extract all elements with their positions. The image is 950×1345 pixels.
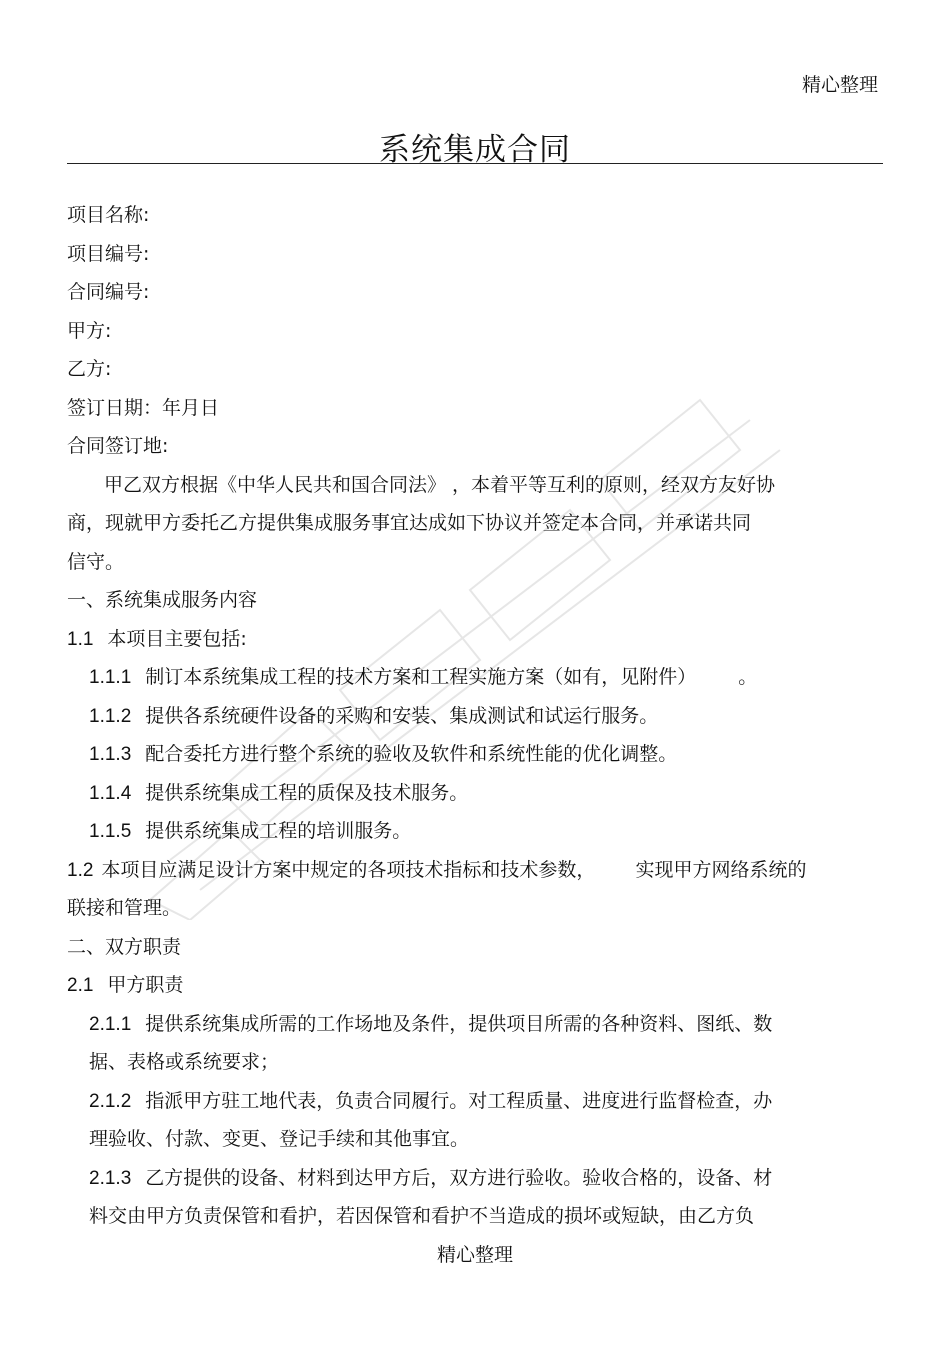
clause-text: 本项目应满足设计方案中规定的各项技术指标和技术参数， xyxy=(101,858,596,881)
clause-2-1-3 xyxy=(67,1159,877,1198)
clause-1-1-2 xyxy=(67,697,877,736)
intro-line-1: 甲乙双方根据《中华人民共和国合同法》 ，本着平等互利的原则，经双方友好协 xyxy=(104,473,776,496)
clause-text: 配合委托方进行整个系统的验收及软件和系统性能的优化调整。 xyxy=(145,743,678,765)
header-note: 精心整理 xyxy=(801,74,878,96)
clause-2-1-3-cont: 料交由甲方负责保管和看护，若因保管和看护不当造成的损坏或短缺，由乙方负 xyxy=(89,1205,755,1227)
clause-1-1 xyxy=(67,620,877,659)
clause-2-1-1 xyxy=(67,1005,877,1044)
field-contract-number: 合同编号: xyxy=(67,281,150,303)
clause-text: 制订本系统集成工程的技术方案和工程实施方案（如有，见附件） xyxy=(145,666,697,688)
clause-text: 乙方提供的设备、材料到达甲方后，双方进行验收。验收合格的，设备、材 xyxy=(145,1166,773,1189)
clause-2-1-2-cont: 理验收、付款、变更、登记手续和其他事宜。 xyxy=(89,1128,470,1150)
clause-number: 1.1 xyxy=(67,628,94,650)
clause-2-1 xyxy=(67,966,877,1005)
intro-line-3: 信守。 xyxy=(67,550,125,573)
field-project-name: 项目名称: xyxy=(67,204,150,226)
clause-number: 1.1.3 xyxy=(89,744,132,765)
field-project-number: 项目编号: xyxy=(67,242,150,265)
clause-number: 2.1.2 xyxy=(89,1090,132,1112)
clause-number: 2.1 xyxy=(67,975,94,996)
field-party-b: 乙方: xyxy=(67,358,112,380)
clause-number: 1.1.5 xyxy=(89,821,132,842)
clause-text: 本项目主要包括: xyxy=(107,627,247,650)
clause-number: 1.1.2 xyxy=(89,705,132,727)
clause-number: 2.1.3 xyxy=(89,1167,132,1189)
clause-1-1-1 xyxy=(67,658,877,697)
clause-number: 1.1.4 xyxy=(89,782,132,804)
clause-1-1-4 xyxy=(67,774,877,813)
footer-note: 精心整理 xyxy=(436,1244,513,1266)
field-sign-place: 合同签订地: xyxy=(67,435,169,457)
contract-title: 系统集成合同 xyxy=(379,132,571,168)
clause-number: 1.2 xyxy=(67,859,94,881)
clause-text: 提供系统集成工程的培训服务。 xyxy=(145,820,412,842)
section-2-heading: 二、双方职责 xyxy=(67,935,182,958)
clause-text-cont: 实现甲方网络系统的 xyxy=(635,858,807,881)
clause-2-1-2 xyxy=(67,1082,877,1121)
clause-1-2 xyxy=(67,851,877,890)
clause-1-1-3 xyxy=(67,735,877,774)
clause-text: 提供各系统硬件设备的采购和安装、集成测试和试运行服务。 xyxy=(145,704,659,727)
clause-text: 指派甲方驻工地代表，负责合同履行。对工程质量、进度进行监督检查，办 xyxy=(145,1089,773,1112)
clause-1-2-cont: 联接和管理。 xyxy=(67,897,182,919)
clause-number: 2.1.1 xyxy=(89,1013,132,1035)
intro-line-2: 商，现就甲方委托乙方提供集成服务事宜达成如下协议并签定本合同，并承诺共同 xyxy=(67,512,752,534)
clause-number: 1.1.1 xyxy=(89,667,132,688)
clause-tail: 。 xyxy=(738,666,758,688)
section-1-heading: 一、系统集成服务内容 xyxy=(67,589,258,611)
clause-1-1-5 xyxy=(67,812,877,851)
contract-body xyxy=(67,196,877,1236)
clause-text: 提供系统集成所需的工作场地及条件，提供项目所需的各种资料、图纸、数 xyxy=(145,1012,773,1035)
clause-2-1-1-cont: 据、表格或系统要求； xyxy=(89,1051,280,1073)
title-divider xyxy=(67,163,883,164)
clause-text: 提供系统集成工程的质保及技术服务。 xyxy=(145,781,469,804)
field-party-a: 甲方: xyxy=(67,319,112,342)
field-sign-date: 签订日期：年月日 xyxy=(67,396,220,419)
clause-text: 甲方职责 xyxy=(107,974,184,996)
